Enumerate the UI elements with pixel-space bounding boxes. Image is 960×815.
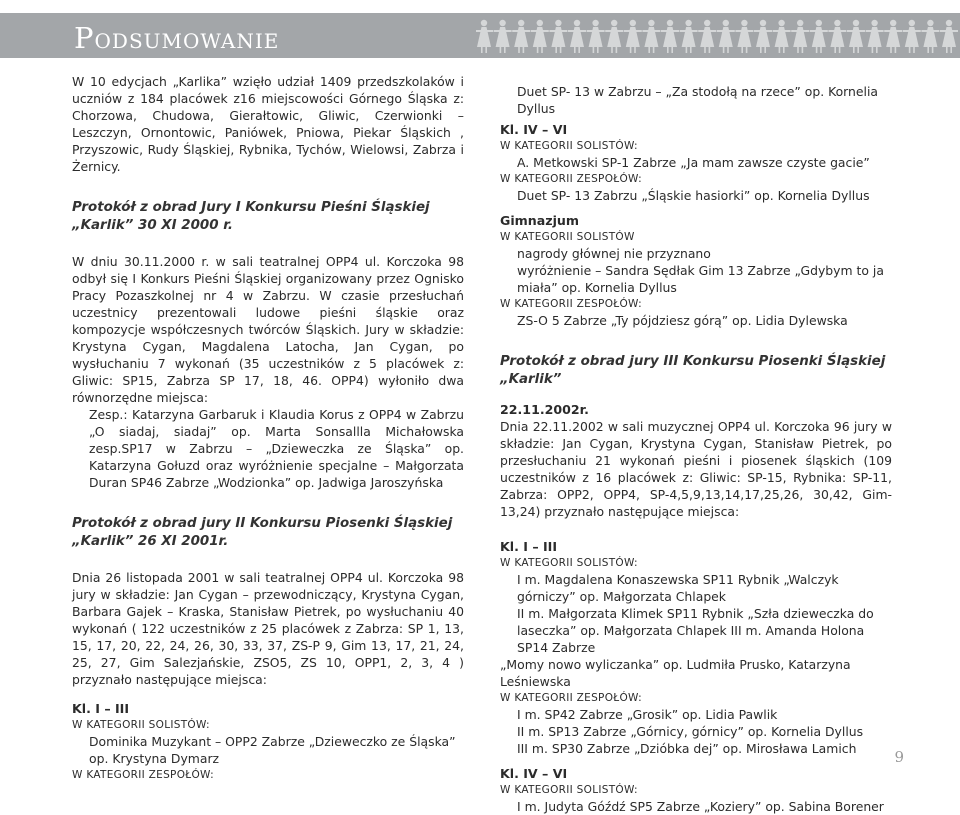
folk-figure-icon: [847, 20, 865, 53]
folk-figure-icon: [642, 20, 660, 53]
folk-figure-icon: [587, 20, 605, 53]
category-soloists: W KATEGORII SOLISTÓW:: [500, 557, 638, 569]
page-title: Podsumowanie: [74, 21, 280, 55]
folk-figure-icon: [531, 20, 549, 53]
class-group-label: Kl. IV – VI: [500, 766, 568, 781]
category-ensembles: W KATEGORII ZESPOŁÓW:: [72, 769, 214, 781]
left-column: [72, 73, 464, 783]
soloist-entry: A. Metkowski SP-1 Zabrze „Ja mam zawsze czyste gacie”: [517, 155, 870, 170]
intro-paragraph: W 10 edycjach „Karlika” wzięło udział 1409 przedszkolaków i uczniów z 184 placówek z16 miejscowości Górnego Śląska z: Chorzowa, Chudowa, Gierałtowic, Gliwic, Czerwionki –Leszczyn, Ornontowic, Paniówek, Pniowa, Piekar Śląskich , Przyszowic, Rudy Śląskiej, Rybnika, Tychów, Wielowsi, Zabrza i Żernicy.: [72, 74, 464, 174]
soloist-entry: II m. Małgorzata Klimek SP11 Rybnik „Szła dzieweczka do laseczka” op. Małgorzata Chlapek III m. Amanda Holona SP14 Zabrze: [517, 606, 874, 655]
soloist-entry: I m. Judyta Góźdź SP5 Zabrze „Koziery” op. Sabina Borener: [517, 799, 884, 814]
ensemble-entry: II m. SP13 Zabrze „Górnicy, górnicy” op. Kornelia Dyllus: [517, 724, 864, 739]
protocol-1-text: W dniu 30.11.2000 r. w sali teatralnej OPP4 ul. Korczoka 98 odbył się I Konkurs Pieśni Śląskiej organizowany przez Ognisko Pracy Pozaszkolnej nr 4 w Zabrzu. W czasie przesłuchań uczestnicy prezentowali ludowe pieśni śląskie oraz kompozycje współczesnych twórców Śląskich. Jury w składzie: Krystyna Cygan, Magdalena Latocha, Jan Cygan, po wysłuchaniu 7 wykonań (35 uczestników z 5 placówek z: Gliwic: SP15, Zabrza SP 17, 18, 46. OPP4) wyłoniło dwa równorzędne miejsca:: [72, 254, 464, 405]
protocol-2-text: Dnia 26 listopada 2001 w sali teatralnej OPP4 ul. Korczoka 98 jury w składzie: Jan Cygan – przewodniczący, Krystyna Cygan, Barbara Gajek – Kraska, Stanisław Pietrek, po wysłuchaniu 40 wykonań ( 122 uczestników z 25 placówek z Zabrza: SP 1, 13, 15, 17, 20, 22, 24, 26, 30, 33, 37, ZS-P 9, Gim 13, 17, 21, 24, 25, 27, Gim Salezjańskie, ZSO5, ZS 10, OPP1, 2, 3, 4 ) przyznało następujące miejsca:: [72, 570, 464, 687]
folk-figure-icon: [717, 20, 735, 53]
folk-figure-icon: [568, 20, 586, 53]
folk-figure-icon: [884, 20, 902, 53]
header-bar: [0, 13, 960, 58]
gim-entry: nagrody głównej nie przyznano: [517, 246, 711, 261]
class-group-label: Kl. I – III: [500, 539, 558, 554]
category-ensembles: W KATEGORII ZESPOŁÓW:: [500, 692, 642, 704]
category-soloists: W KATEGORII SOLISTÓW:: [500, 140, 638, 152]
page-number: 9: [894, 748, 904, 766]
class-group-label: Kl. IV – VI: [500, 122, 568, 137]
category-soloists: W KATEGORII SOLISTÓW: [500, 231, 635, 243]
category-soloists: W KATEGORII SOLISTÓW:: [72, 719, 210, 731]
folk-figure-icon: [680, 20, 698, 53]
soloist-entry: I m. Magdalena Konaszewska SP11 Rybnik „Walczyk górniczy” op. Małgorzata Chlapek: [517, 572, 839, 604]
gimnazjum-label: Gimnazjum: [500, 213, 579, 228]
soloist-entry: Dominika Muzykant – OPP2 Zabrze „Dzieweczko ze Śląska” op. Krystyna Dymarz: [89, 734, 456, 766]
protocol-2-heading: Protokół z obrad jury II Konkursu Piosenki Śląskiej „Karlik” 26 XI 2001r.: [72, 516, 453, 549]
gim-entry: wyróżnienie – Sandra Sędłak Gim 13 Zabrze „Gdybym to ja miała” op. Kornelia Dyllus: [517, 263, 884, 295]
ensemble-entry: III m. SP30 Zabrze „Dzióbka dej” op. Mirosława Lamich: [517, 741, 857, 756]
soloist-entry: „Momy nowo wyliczanka” op. Ludmiła Prusko, Katarzyna Leśniewska: [500, 657, 851, 689]
folk-figure-icon: [773, 20, 791, 53]
class-group-label: Kl. I – III: [72, 701, 130, 716]
folk-figure-icon: [476, 20, 493, 53]
protocol-3-date: 22.11.2002r.: [500, 402, 589, 417]
folk-figure-icon: [791, 20, 809, 53]
category-ensembles: W KATEGORII ZESPOŁÓW:: [500, 298, 642, 310]
protocol-1-heading: Protokół z obrad Jury I Konkursu Pieśni Śląskiej „Karlik” 30 XI 2000 r.: [72, 200, 430, 233]
ensemble-entry: I m. SP42 Zabrze „Grosik” op. Lidia Pawlik: [517, 707, 778, 722]
protocol-1-results: Zesp.: Katarzyna Garbaruk i Klaudia Korus z OPP4 w Zabrzu „O siadaj, siadaj” op. Marta Sonsallla Michałowska zesp.SP17 w Zabrzu – „Dzieweczka ze Śląska” op. Katarzyna Gołuzd oraz wyróżnienie specjalne – Małgorzata Duran SP46 Zabrze „Wodzionka” op. Jadwiga Jaroszyńska: [89, 407, 464, 490]
folk-figure-icon: [866, 20, 884, 53]
folk-figure-icon: [754, 20, 772, 53]
protocol-3-text: Dnia 22.11.2002 w sali muzycznej OPP4 ul. Korczoka 96 jury w składzie: Jan Cygan, Krystyna Cygan, Stanisław Pietrek, po przesłuchaniu 21 wykonań pieśni i piosenek śląskich (109 uczestników z 16 placówek z: Gliwic: SP-15, Rybnika: SP-11, Zabrza: OPP2, OPP4, SP-4,5,9,13,14,17,25,26, 30,42, Gim-13,24) przyznało następujące miejsca:: [500, 419, 892, 519]
category-soloists: W KATEGORII SOLISTÓW:: [500, 784, 638, 796]
protocol-3-heading: Protokół z obrad jury III Konkursu Piosenki Śląskiej „Karlik”: [500, 354, 886, 387]
folk-figure-icon: [661, 20, 679, 53]
folk-figure-icon: [624, 20, 642, 53]
folk-figure-icon: [735, 20, 753, 53]
folk-figure-icon: [921, 20, 939, 53]
folk-figure-icon: [903, 20, 921, 53]
folk-figure-icon: [940, 20, 958, 53]
folk-figure-icon: [494, 20, 512, 53]
folk-figure-icon: [698, 20, 716, 53]
gim-entry: ZS-O 5 Zabrze „Ty pójdziesz górą” op. Lidia Dylewska: [517, 313, 848, 328]
ensemble-entry: Duet SP- 13 Zabrzu „Śląskie hasiorki” op. Kornelia Dyllus: [517, 188, 870, 203]
folk-figure-icon: [810, 20, 828, 53]
folk-figure-icon: [549, 20, 567, 53]
right-column: [500, 83, 892, 815]
folk-figure-icon: [828, 20, 846, 53]
folk-figure-icon: [512, 20, 530, 53]
category-ensembles: W KATEGORII ZESPOŁÓW:: [500, 173, 642, 185]
folk-figures-ornament: [476, 13, 960, 58]
folk-figure-icon: [605, 20, 623, 53]
ensemble-entry: Duet SP- 13 w Zabrzu – „Za stodołą na rzece” op. Kornelia Dyllus: [517, 84, 879, 116]
